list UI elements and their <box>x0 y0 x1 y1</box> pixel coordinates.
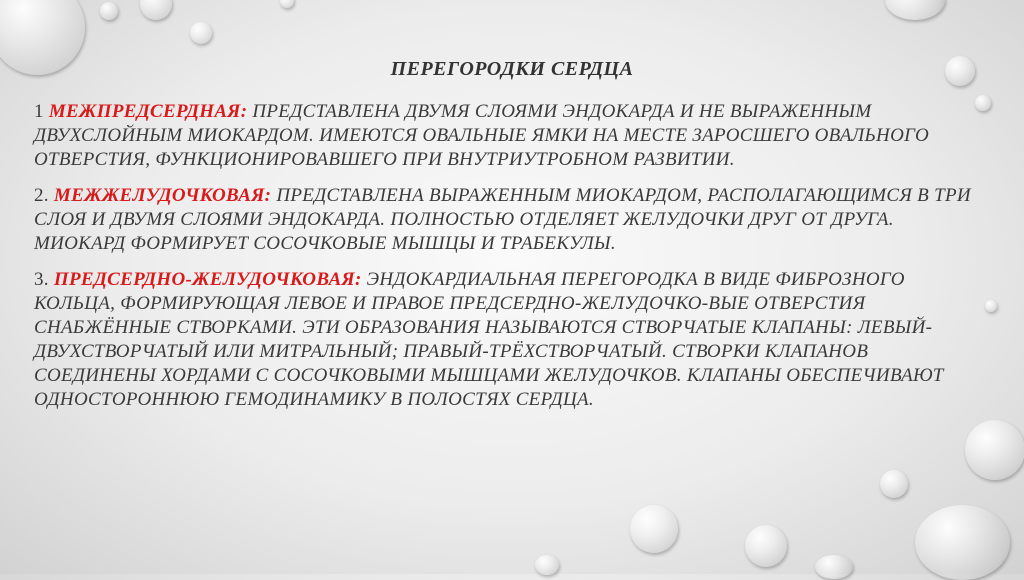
water-drop-decoration <box>280 0 294 8</box>
water-drop-decoration <box>885 0 945 20</box>
list-item <box>34 184 974 256</box>
water-drop-decoration <box>915 505 1010 580</box>
item-text: ПРЕДСТАВЛЕНА ДВУМЯ СЛОЯМИ ЭНДОКАРДА И НЕ ВЫРАЖЕННЫМ ДВУХСЛОЙНЫМ МИОКАРДОМ. ИМЕЮТСЯ ОВАЛЬНЫЕ ЯМКИ НА МЕСТЕ ЗАРОСШЕГО ОВАЛЬНОГО ОТВЕРСТИЯ, ФУНКЦИОНИРОВАВШЕГО ПРИ ВНУТРИУТРОБНОМ РАЗВИТИИ. <box>34 101 929 170</box>
water-drop-decoration <box>815 555 853 579</box>
water-drop-decoration <box>880 470 908 498</box>
water-drop-decoration <box>140 0 172 20</box>
item-term: МЕЖПРЕДСЕРДНАЯ: <box>48 101 248 122</box>
item-term: ПРЕДСЕРДНО-ЖЕЛУДОЧКОВАЯ: <box>53 269 362 290</box>
item-text: ПРЕДСТАВЛЕНА ВЫРАЖЕННЫМ МИОКАРДОМ, РАСПОЛАГАЮЩИМСЯ В ТРИ СЛОЯ И ДВУМЯ СЛОЯМИ ЭНДОКАРДА. ПОЛНОСТЬЮ ОТДЕЛЯЕТ ЖЕЛУДОЧКИ ДРУГ ОТ ДРУГА. МИОКАРД ФОРМИРУЕТ СОСОЧКОВЫЕ МЫШЦЫ И ТРАБЕКУЛЫ. <box>34 185 971 254</box>
water-drop-decoration <box>100 2 118 20</box>
list-item <box>34 268 974 412</box>
water-drop-decoration <box>985 300 997 312</box>
list-item <box>34 100 974 172</box>
water-drop-decoration <box>975 95 991 111</box>
water-drop-decoration <box>190 22 212 44</box>
slide-content <box>34 100 974 424</box>
item-number: 3. <box>34 269 54 290</box>
item-text: ЭНДОКАРДИАЛЬНАЯ ПЕРЕГОРОДКА В ВИДЕ ФИБРОЗНОГО КОЛЬЦА, ФОРМИРУЮЩАЯ ЛЕВОЕ И ПРАВОЕ ПРЕДСЕРДНО-ЖЕЛУДОЧКО-ВЫЕ ОТВЕРСТИЯ СНАБЖЁННЫЕ СТВОРКАМИ. ЭТИ ОБРАЗОВАНИЯ НАЗЫВАЮТСЯ СТВОРЧАТЫЕ КЛАПАНЫ: ЛЕВЫЙ- ДВУХСТВОРЧАТЫЙ ИЛИ МИТРАЛЬНЫЙ; ПРАВЫЙ-ТРЁХСТВОРЧАТЫЙ. СТВОРКИ КЛАПАНОВ СОЕДИНЕНЫ ХОРДАМИ С СОСОЧКОВЫМИ МЫШЦАМИ ЖЕЛУДОЧКОВ. КЛАПАНЫ ОБЕСПЕЧИВАЮТ ОДНОСТОРОННЮЮ ГЕМОДИНАМИКУ В ПОЛОСТЯХ СЕРДЦА. <box>34 269 944 410</box>
water-drop-decoration <box>745 525 787 567</box>
item-number: 1 <box>34 101 49 122</box>
water-drop-decoration <box>630 505 678 553</box>
slide-title: ПЕРЕГОРОДКИ СЕРДЦА <box>390 58 634 80</box>
water-drop-decoration <box>535 555 559 575</box>
item-number: 2. <box>34 185 54 206</box>
item-term: МЕЖЖЕЛУДОЧКОВАЯ: <box>53 185 272 206</box>
water-drop-decoration <box>965 420 1024 480</box>
